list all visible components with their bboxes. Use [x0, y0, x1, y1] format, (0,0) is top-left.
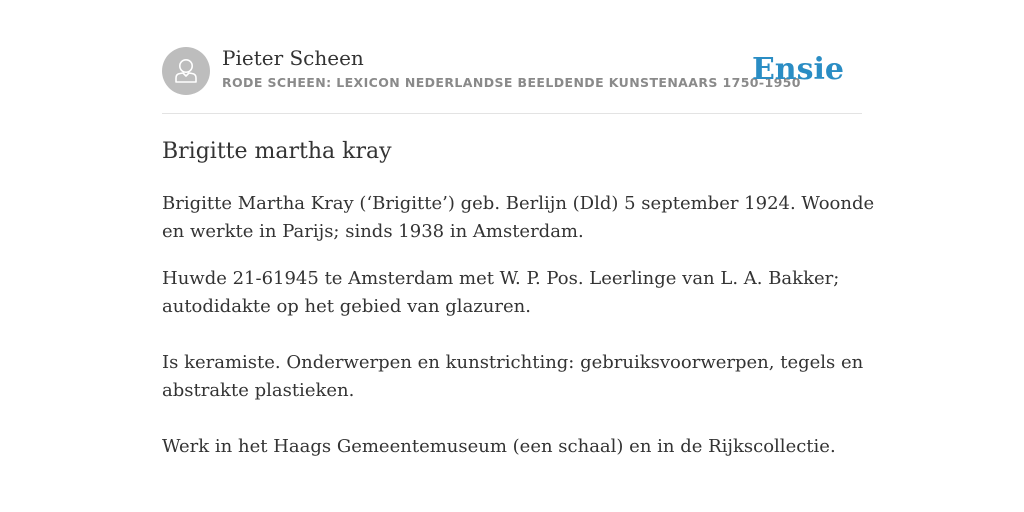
article-paragraph: Brigitte Martha Kray (‘Brigitte’) geb. Berlijn (Dld) 5 september 1924. Woonde en werkte in Parijs; sinds 1938 in Amsterdam. [162, 193, 875, 242]
source-title[interactable]: RODE SCHEEN: LEXICON NEDERLANDSE BEELDENDE KUNSTENAARS 1750-1950 [222, 75, 801, 90]
user-icon[interactable] [162, 47, 210, 95]
header-divider [162, 113, 862, 114]
article-paragraph: Is keramiste. Onderwerpen en kunstrichting: gebruiksvoorwerpen, tegels en abstrakte plastieken. [162, 352, 864, 401]
article-paragraph: Werk in het Haags Gemeentemuseum (een schaal) en in de Rijkscollectie. [162, 436, 836, 457]
article-paragraph: Huwde 21-61945 te Amsterdam met W. P. Pos. Leerlinge van L. A. Bakker; autodidakte op het gebied van glazuren. [162, 268, 840, 317]
ensie-logo[interactable]: Ensie [751, 52, 844, 87]
article-title: Brigitte martha kray [162, 139, 392, 164]
author-name[interactable]: Pieter Scheen [222, 46, 364, 70]
article-header [162, 46, 862, 96]
